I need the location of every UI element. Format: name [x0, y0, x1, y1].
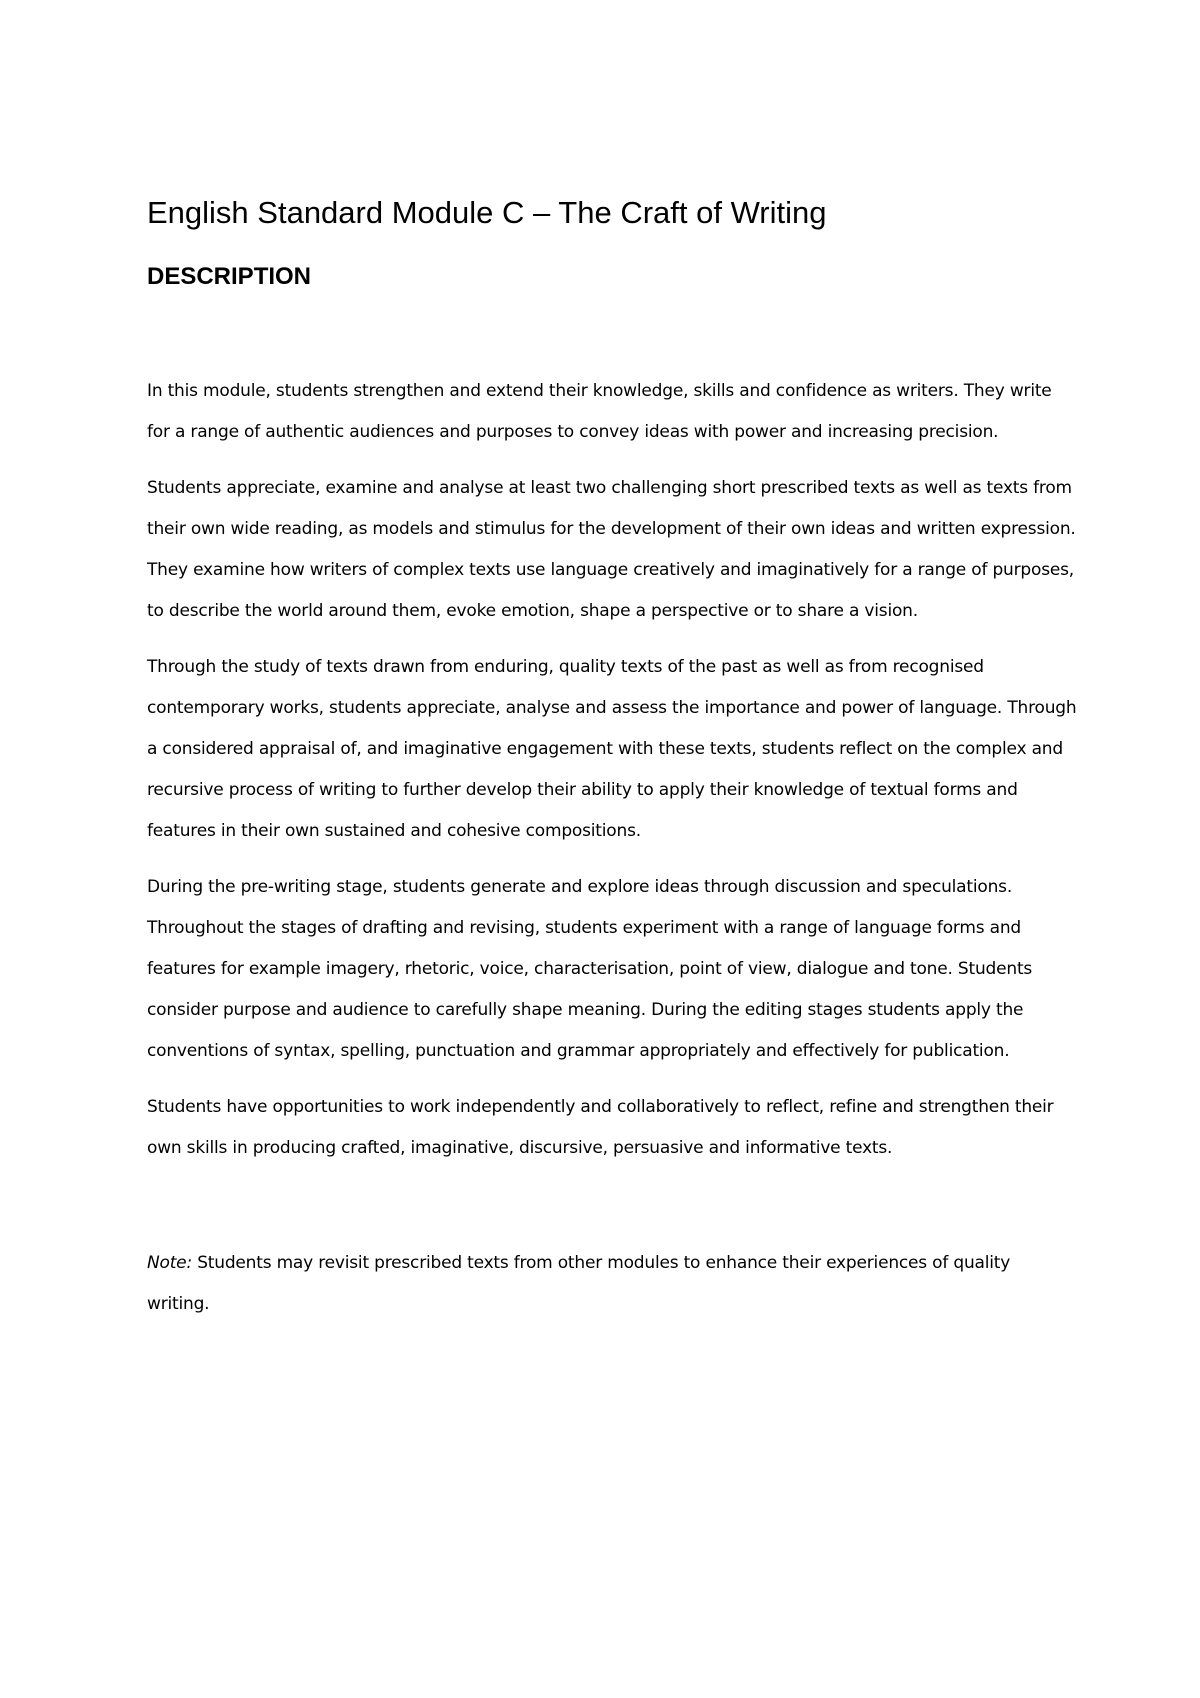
note-text: Students may revisit prescribed texts from other modules to enhance their experiences of quality writing. [147, 1253, 1011, 1314]
paragraph-3: Through the study of texts drawn from enduring, quality texts of the past as well as from recognised contemporary works, students appreciate, analyse and assess the importance and power of language. Through a considered appraisal of, and imaginative engagement with these texts, students reflect on the complex and recursive process of writing to further develop their ability to apply their knowledge of textual forms and features in their own sustained and cohesive compositions. [147, 657, 1077, 841]
paragraph-2: Students appreciate, examine and analyse at least two challenging short prescribed texts as well as texts from their own wide reading, as models and stimulus for the development of their own ideas and written expression. They examine how writers of complex texts use language creatively and imaginatively for a range of purposes, to describe the world around them, evoke emotion, shape a perspective or to share a vision. [147, 478, 1076, 621]
note-paragraph [147, 1243, 1077, 1325]
document-title: English Standard Module C – The Craft of Writing [147, 195, 827, 230]
document-body [147, 371, 1077, 1340]
section-heading: DESCRIPTION [147, 263, 312, 290]
note-label: Note: [147, 1253, 192, 1273]
paragraph-1: In this module, students strengthen and extend their knowledge, skills and confidence as writers. They write for a range of authentic audiences and purposes to convey ideas with power and increasing precision. [147, 381, 1052, 442]
paragraph-4: During the pre-writing stage, students generate and explore ideas through discussion and speculations. Throughout the stages of drafting and revising, students experiment with a range of language forms and features for example imagery, rhetoric, voice, characterisation, point of view, dialogue and tone. Students consider purpose and audience to carefully shape meaning. During the editing stages students apply the conventions of syntax, spelling, punctuation and grammar appropriately and effectively for publication. [147, 877, 1033, 1061]
paragraph-5: Students have opportunities to work independently and collaboratively to reflect, refine and strengthen their own skills in producing crafted, imaginative, discursive, persuasive and informative texts. [147, 1097, 1054, 1158]
